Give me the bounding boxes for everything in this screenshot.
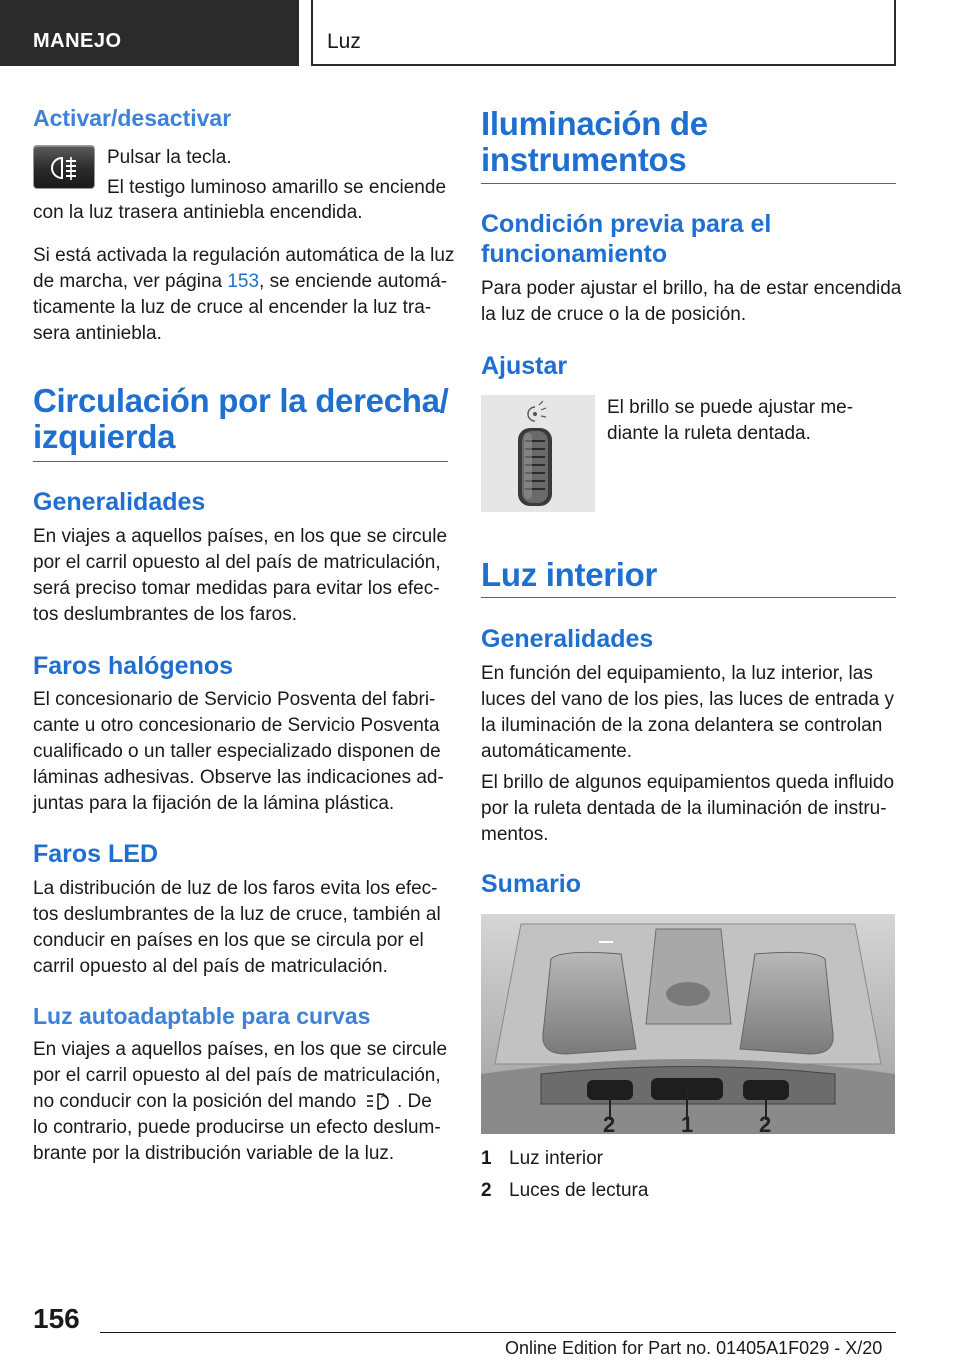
- condicion-heading-1: Condición previa para el: [481, 210, 772, 238]
- edition-text: Online Edition for Part no. 01405A1F029 - X/20: [505, 1338, 883, 1358]
- svg-text:A: A: [381, 1092, 386, 1100]
- overhead-console-image: [481, 914, 895, 1134]
- gen2-p5: El brillo de algunos equipamientos queda influido: [481, 772, 895, 793]
- led-p4: carril opuesto al del país de matriculación.: [33, 956, 388, 977]
- hal-p1: El concesionario de Servicio Posventa del fabri-: [33, 689, 436, 710]
- activar-p1: Pulsar la tecla.: [107, 147, 232, 168]
- curv-p3b: . De: [397, 1091, 432, 1112]
- gen2-p3: la iluminación de la zona delantera se controlan: [481, 715, 883, 736]
- activar-p3c: ticamente la luz de cruce al encender la luz tra-: [33, 297, 432, 318]
- section-tab: MANEJO: [0, 0, 299, 66]
- section-rule: [33, 461, 448, 462]
- cond-p2: la luz de cruce o la de posición.: [481, 304, 747, 325]
- gen-p4: tos deslumbrantes de los faros.: [33, 604, 298, 625]
- led-p3: conducir en países en los que se circula por el: [33, 930, 424, 951]
- page-link-153[interactable]: 153: [227, 271, 260, 292]
- callout-2-left: 2: [603, 1112, 616, 1134]
- hal-p3: cualificado o un taller especializado disponen de: [33, 741, 441, 762]
- curv-p3a: no conducir con la posición del mando: [33, 1091, 357, 1112]
- automatic-headlight-icon: [366, 1089, 392, 1113]
- led-heading: Faros LED: [33, 840, 159, 868]
- legend-text: Luz interior: [509, 1148, 603, 1169]
- generalidades-heading: Generalidades: [33, 488, 206, 516]
- iluminacion-title-2: instrumentos: [481, 141, 687, 178]
- cond-p1: Para poder ajustar el brillo, ha de estar encendida: [481, 278, 902, 299]
- gen2-p4: automáticamente.: [481, 741, 633, 762]
- ajustar-p2: diante la ruleta dentada.: [607, 423, 811, 444]
- page-number: 156: [33, 1303, 80, 1334]
- circulacion-title-2: izquierda: [33, 418, 176, 455]
- gen-p2: por el carril opuesto al del país de matriculación,: [33, 552, 441, 573]
- generalidades-2-heading: Generalidades: [481, 625, 654, 653]
- led-p1: La distribución de luz de los faros evita los efec-: [33, 878, 438, 899]
- gen2-p7: mentos.: [481, 824, 549, 845]
- ajustar-p1: El brillo se puede ajustar me-: [607, 397, 854, 418]
- curv-p4: lo contrario, puede producirse un efecto deslum-: [33, 1117, 441, 1138]
- curv-p5: brante por la distribución variable de la luz.: [33, 1143, 395, 1164]
- activar-p3a: Si está activada la regulación automática de la luz: [33, 245, 455, 266]
- sumario-heading: Sumario: [481, 870, 582, 898]
- rear-fog-light-icon: [50, 155, 82, 181]
- gen-p3: será preciso tomar medidas para evitar los efec-: [33, 578, 440, 599]
- chapter-tab: Luz: [311, 0, 896, 66]
- legend-text: Luces de lectura: [509, 1180, 649, 1201]
- curvas-heading: Luz autoadaptable para curvas: [33, 1003, 371, 1029]
- brightness-icon: [528, 401, 546, 421]
- led-p2: tos deslumbrantes de la luz de cruce, también al: [33, 904, 441, 925]
- activar-p3b-post: , se enciende automá-: [259, 271, 448, 292]
- dimmer-wheel-image: [481, 395, 595, 512]
- hal-p5: juntas para la fijación de la lámina plástica.: [33, 793, 395, 814]
- activar-p3d: sera antiniebla.: [33, 323, 162, 344]
- condicion-heading-2: funcionamiento: [481, 240, 668, 268]
- legend-num: 1: [481, 1148, 492, 1169]
- callout-1: 1: [681, 1112, 694, 1134]
- circulacion-title-1: Circulación por la derecha/: [33, 382, 449, 419]
- fog-button-image: [33, 145, 95, 189]
- gen2-p6: por la ruleta dentada de la iluminación de instru-: [481, 798, 887, 819]
- legend-num: 2: [481, 1180, 492, 1201]
- iluminacion-title-1: Iluminación de: [481, 105, 708, 142]
- activar-p3b: [33, 269, 447, 295]
- curv-p1: En viajes a aquellos países, en los que se circule: [33, 1039, 448, 1060]
- section-rule: [481, 183, 896, 184]
- gen2-p2: luces del vano de los pies, las luces de entrada y: [481, 689, 894, 710]
- activar-p2a: El testigo luminoso amarillo se enciende: [107, 177, 447, 198]
- footer-rule: [100, 1332, 896, 1333]
- halogenos-heading: Faros halógenos: [33, 652, 234, 680]
- hal-p4: láminas adhesivas. Observe las indicaciones ad-: [33, 767, 444, 788]
- activar-heading: Activar/desactivar: [33, 105, 232, 131]
- activar-p2b: con la luz trasera antiniebla encendida.: [33, 202, 363, 223]
- gen2-p1: En función del equipamiento, la luz interior, las: [481, 663, 873, 684]
- ajustar-heading: Ajustar: [481, 352, 568, 380]
- luz-interior-title: Luz interior: [481, 556, 658, 593]
- section-rule: [481, 597, 896, 598]
- gen-p1: En viajes a aquellos países, en los que se circule: [33, 526, 448, 547]
- hal-p2: cante u otro concesionario de Servicio Posventa: [33, 715, 440, 736]
- callout-2-right: 2: [759, 1112, 772, 1134]
- activar-p3b-pre: de marcha, ver página: [33, 271, 228, 292]
- curv-p2: por el carril opuesto al del país de matriculación,: [33, 1065, 441, 1086]
